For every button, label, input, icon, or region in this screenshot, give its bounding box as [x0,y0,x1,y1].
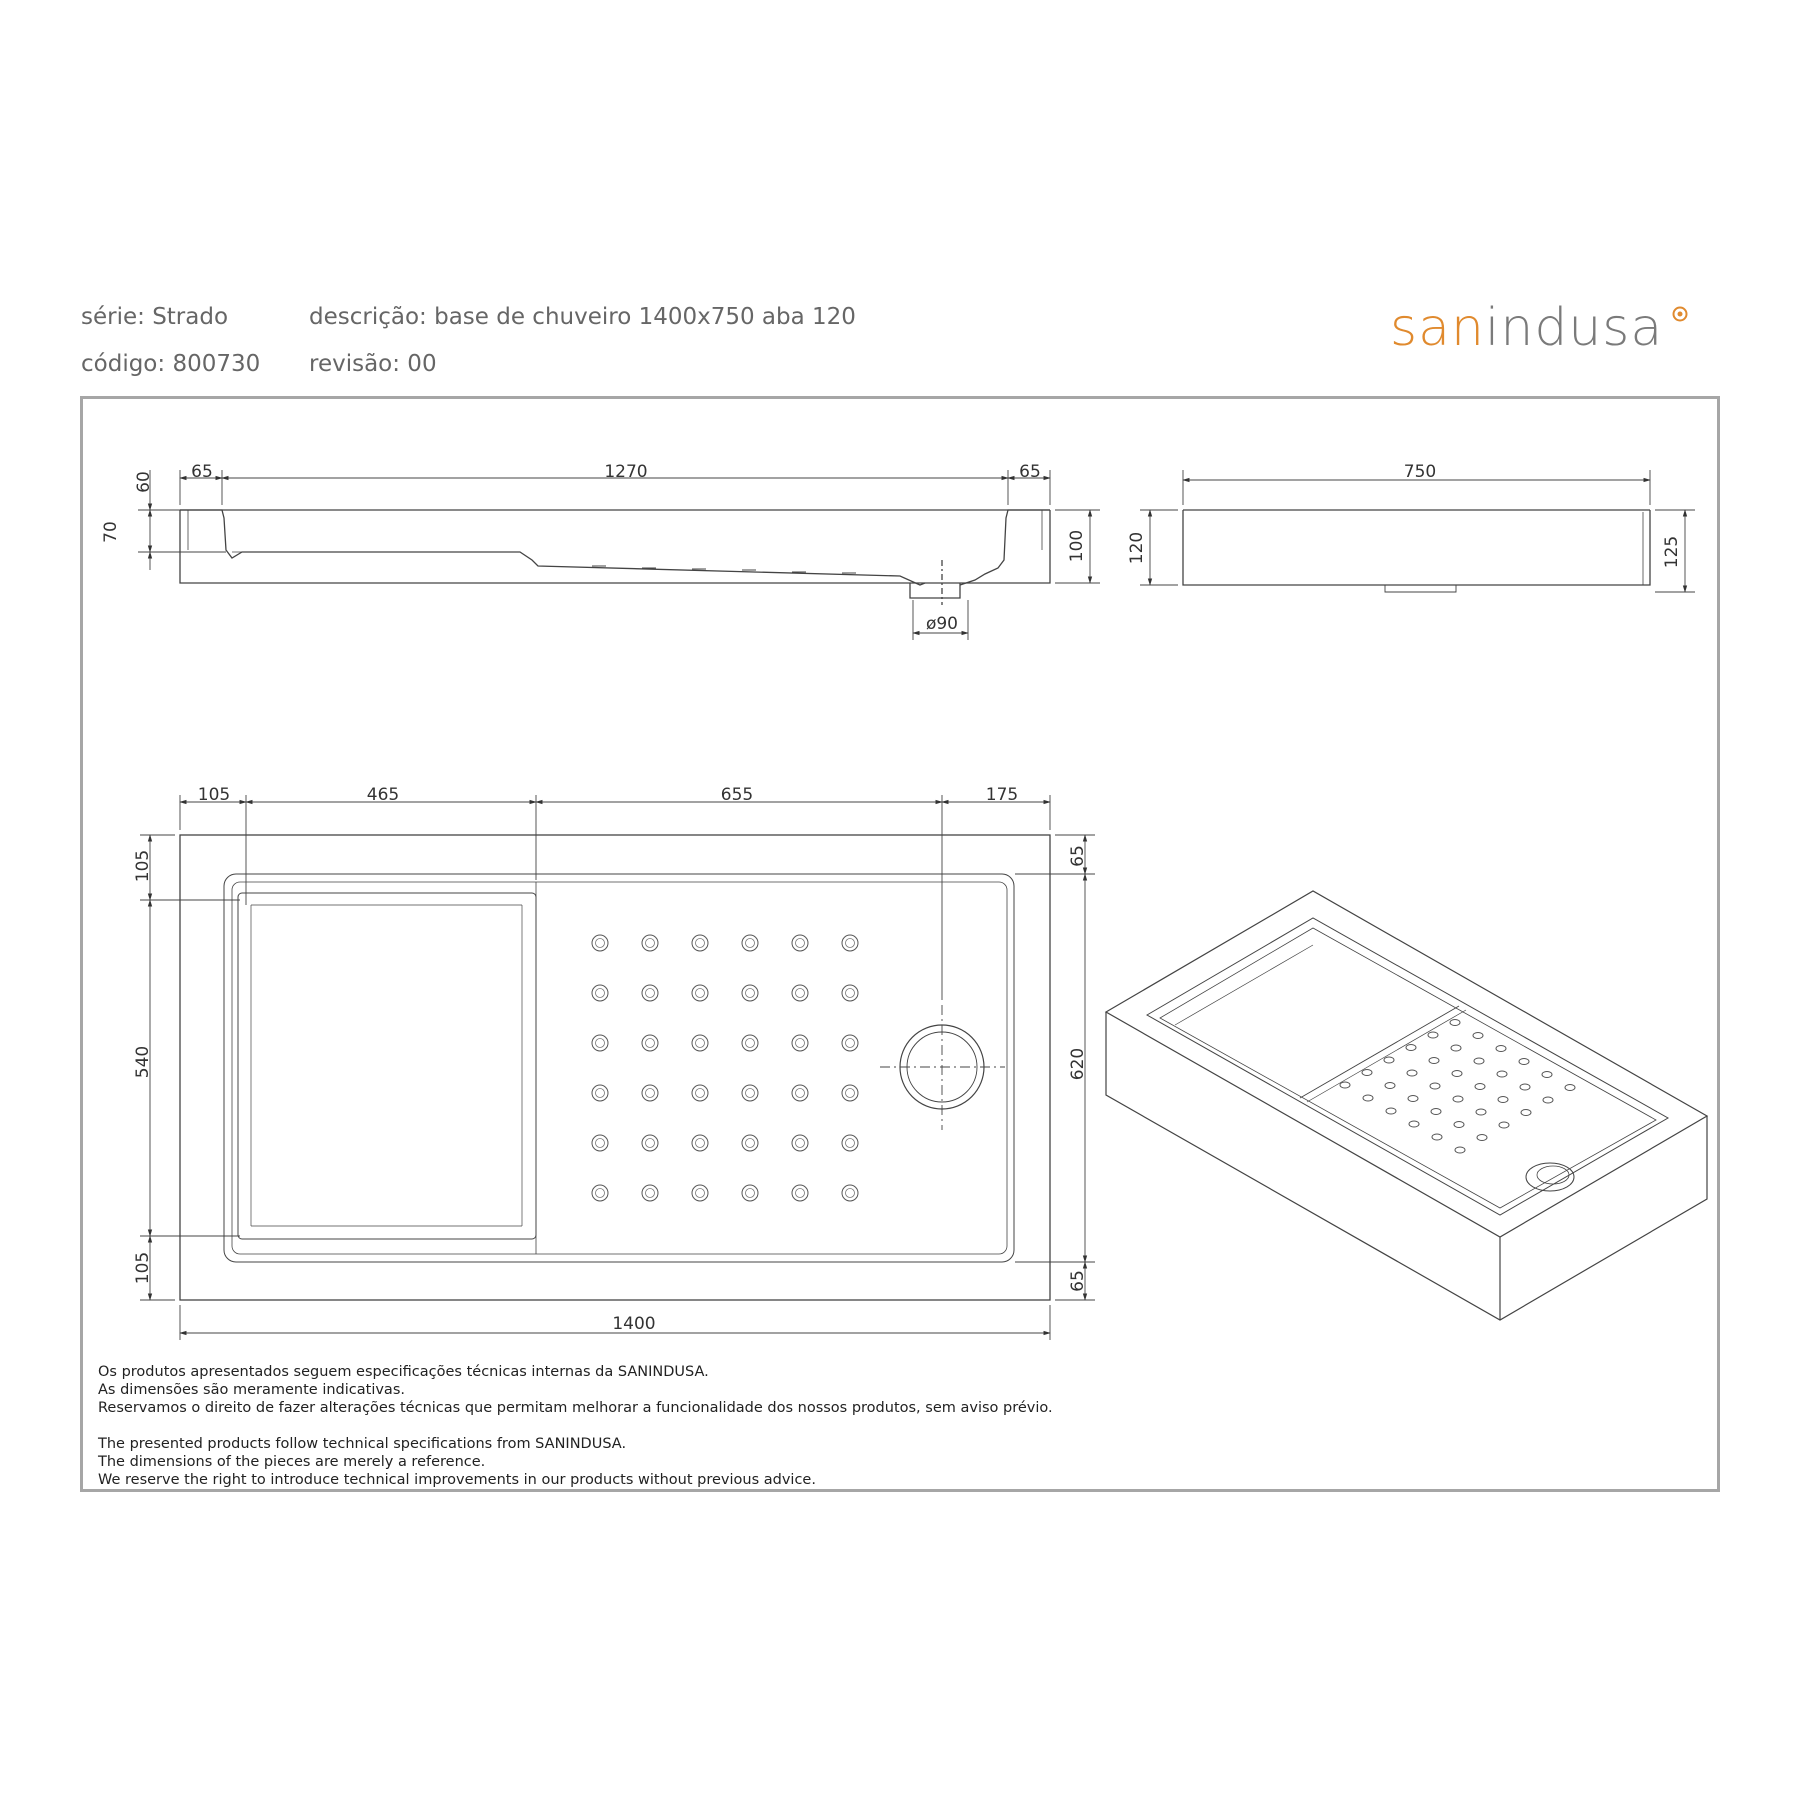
perforation-hole-inner [746,1039,755,1048]
perforation-hole [592,1035,608,1051]
dim-plan-1400: 1400 [612,1314,656,1334]
iso-perforation-hole [1432,1134,1442,1140]
perforation-hole-inner [646,1139,655,1148]
isometric-perforations [1340,1020,1575,1154]
logo-part-san: san [1390,298,1485,358]
perforation-hole [842,1035,858,1051]
perforation-hole [692,1135,708,1151]
iso-perforation-hole [1409,1121,1419,1127]
dim-side-65-left: 65 [191,462,213,482]
note-pt-3: Reservamos o direito de fazer alterações técnicas que permitam melhorar a funcionalidade dos nossos produtos, sem aviso prévio. [98,1400,1053,1416]
perforation-hole [842,1085,858,1101]
iso-perforation-hole [1340,1082,1350,1088]
perforation-hole-inner [846,989,855,998]
descricao-label: descrição: base de chuveiro 1400x750 aba 120 [309,304,856,330]
iso-perforation-hole [1474,1058,1484,1064]
iso-perforation-hole [1565,1085,1575,1091]
iso-perforation-hole [1362,1070,1372,1076]
iso-perforation-hole [1384,1057,1394,1063]
dim-side-60: 60 [134,471,154,493]
perforation-hole [742,935,758,951]
perforation-hole-inner [596,1189,605,1198]
isometric-view [1106,891,1707,1320]
iso-perforation-hole [1477,1135,1487,1141]
side-perforations [592,566,856,573]
iso-perforation-hole [1385,1083,1395,1089]
iso-perforation-hole [1363,1095,1373,1101]
dim-side-70: 70 [101,521,121,543]
iso-perforation-hole [1408,1096,1418,1102]
perforation-hole [842,1185,858,1201]
perforation-hole [642,935,658,951]
perforation-hole-inner [596,1039,605,1048]
iso-perforation-hole [1519,1059,1529,1065]
perforation-hole-inner [596,1139,605,1148]
dim-plan-655: 655 [720,785,754,805]
perforation-hole [592,985,608,1001]
note-pt-1: Os produtos apresentados seguem especificações técnicas internas da SANINDUSA. [98,1364,709,1380]
iso-perforation-hole [1451,1045,1461,1051]
dim-end-750: 750 [1403,462,1437,482]
iso-perforation-hole [1521,1110,1531,1116]
perforation-hole [692,1035,708,1051]
perforation-hole [642,1185,658,1201]
iso-perforation-hole [1453,1096,1463,1102]
perforation-hole [592,1085,608,1101]
iso-perforation-hole [1430,1083,1440,1089]
perforation-hole [792,935,808,951]
logo-part-indusa: indusa [1484,298,1664,358]
note-pt-2: As dimensões são meramente indicativas. [98,1382,405,1398]
dim-end-120: 120 [1127,531,1147,565]
perforation-hole [692,935,708,951]
perforation-hole-inner [846,1139,855,1148]
revisao-label: revisão: 00 [309,351,437,377]
perforation-hole-inner [796,1189,805,1198]
perforation-hole [692,985,708,1001]
perforation-hole-inner [846,1189,855,1198]
perforation-hole-inner [696,939,705,948]
plan-view-dimensions [140,795,1095,1340]
dim-side-65-right: 65 [1019,462,1041,482]
perforation-hole [692,1085,708,1101]
dim-side-1270: 1270 [604,462,648,482]
perforation-hole [592,935,608,951]
dim-plan-left-540: 540 [133,1045,153,1079]
iso-perforation-hole [1452,1071,1462,1077]
iso-perforation-hole [1407,1070,1417,1076]
dim-drain-90: ø90 [925,614,959,634]
perforation-hole-inner [646,1039,655,1048]
perforation-hole-inner [796,989,805,998]
perforation-hole-inner [596,939,605,948]
iso-perforation-hole [1542,1072,1552,1078]
dim-plan-465: 465 [366,785,400,805]
perforation-hole-inner [646,1189,655,1198]
dim-plan-175: 175 [985,785,1019,805]
iso-perforation-hole [1431,1109,1441,1115]
dim-end-125: 125 [1662,535,1682,569]
iso-perforation-hole [1455,1147,1465,1153]
perforation-hole [642,1135,658,1151]
perforation-hole [792,985,808,1001]
iso-perforation-hole [1386,1108,1396,1114]
perforation-hole [792,1135,808,1151]
note-en-3: We reserve the right to introduce technical improvements in our products without previous advice. [98,1472,816,1488]
dim-plan-left-105-bottom: 105 [133,1251,153,1285]
perforation-hole [692,1185,708,1201]
perforation-hole-inner [746,1089,755,1098]
perforation-hole [742,1135,758,1151]
perforation-hole [792,1035,808,1051]
perforation-hole [842,1135,858,1151]
iso-perforation-hole [1496,1046,1506,1052]
perforation-hole-inner [746,989,755,998]
perforation-hole-inner [746,1139,755,1148]
perforation-hole-inner [596,1089,605,1098]
end-view-dimensions [1140,470,1695,592]
perforation-hole [742,985,758,1001]
iso-perforation-hole [1454,1122,1464,1128]
plan-view [180,835,1050,1300]
perforation-hole-inner [846,1039,855,1048]
iso-perforation-hole [1476,1109,1486,1115]
dim-plan-left-105-top: 105 [133,849,153,883]
perforation-hole [642,985,658,1001]
perforation-hole [642,1085,658,1101]
perforation-hole-inner [846,1089,855,1098]
perforation-hole [842,985,858,1001]
perforation-hole-inner [646,939,655,948]
iso-perforation-hole [1520,1084,1530,1090]
codigo-label: código: 800730 [81,351,261,377]
note-en-1: The presented products follow technical specifications from SANINDUSA. [98,1436,627,1452]
side-view [180,510,1050,605]
iso-perforation-hole [1475,1084,1485,1090]
iso-perforation-hole [1498,1097,1508,1103]
perforation-hole-inner [696,1089,705,1098]
perforation-hole-inner [746,939,755,948]
iso-perforation-hole [1406,1045,1416,1051]
serie-label: série: Strado [81,304,229,330]
perforation-hole-inner [646,989,655,998]
perforation-hole [742,1035,758,1051]
perforation-hole [792,1185,808,1201]
dim-plan-right-65-top: 65 [1068,845,1088,867]
iso-perforation-hole [1543,1097,1553,1103]
iso-perforation-hole [1450,1020,1460,1026]
iso-perforation-hole [1497,1071,1507,1077]
perforation-hole [742,1185,758,1201]
perforation-hole-inner [746,1189,755,1198]
perforation-grid [592,935,858,1201]
perforation-hole-inner [646,1089,655,1098]
perforation-hole [842,935,858,951]
perforation-hole-inner [596,989,605,998]
note-en-2: The dimensions of the pieces are merely a reference. [98,1454,486,1470]
iso-perforation-hole [1473,1033,1483,1039]
perforation-hole-inner [696,1039,705,1048]
perforation-hole [592,1185,608,1201]
dim-plan-105-top: 105 [197,785,231,805]
dim-side-100: 100 [1067,529,1087,563]
perforation-hole [642,1035,658,1051]
perforation-hole [792,1085,808,1101]
iso-perforation-hole [1499,1122,1509,1128]
perforation-hole-inner [696,1189,705,1198]
perforation-hole-inner [846,939,855,948]
perforation-hole-inner [696,1139,705,1148]
perforation-hole [742,1085,758,1101]
iso-perforation-hole [1429,1058,1439,1064]
dim-plan-right-65-bottom: 65 [1068,1270,1088,1292]
perforation-hole [592,1135,608,1151]
perforation-hole-inner [796,1039,805,1048]
iso-perforation-hole [1428,1032,1438,1038]
perforation-hole-inner [696,989,705,998]
perforation-hole-inner [796,1089,805,1098]
end-view [1183,510,1650,592]
perforation-hole-inner [796,939,805,948]
perforation-hole-inner [796,1139,805,1148]
dim-plan-right-620: 620 [1068,1047,1088,1081]
